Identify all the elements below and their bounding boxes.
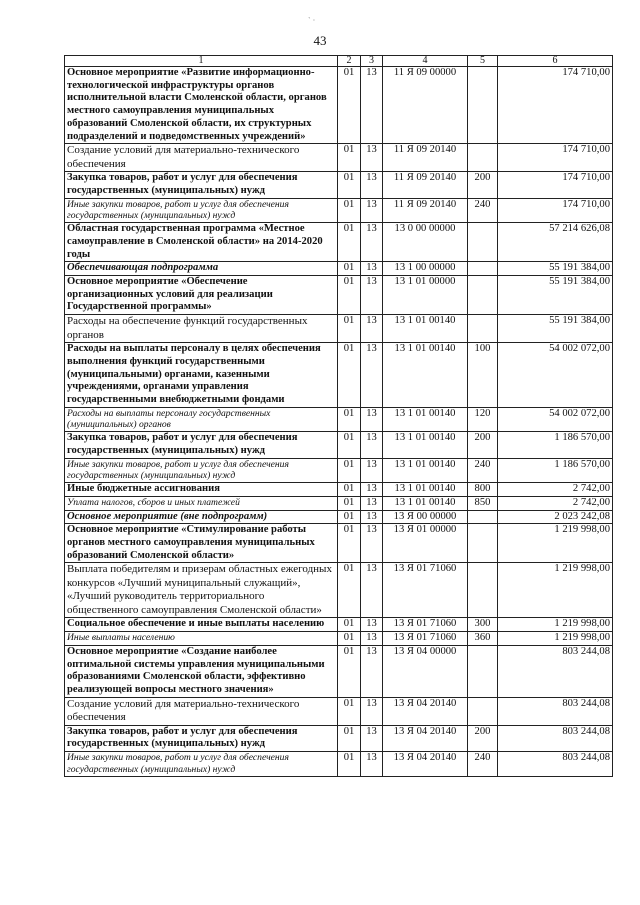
section-code-cell: 01 bbox=[338, 563, 361, 618]
row-name-cell: Расходы на обеспечение функций государственных органов bbox=[65, 315, 338, 343]
target-article-cell: 13 1 01 00140 bbox=[383, 483, 468, 497]
subsection-code-cell: 13 bbox=[361, 563, 383, 618]
row-name-cell: Создание условий для материально-технического обеспечения bbox=[65, 144, 338, 172]
amount-cell: 2 742,00 bbox=[498, 496, 613, 510]
subsection-code-cell: 13 bbox=[361, 496, 383, 510]
target-article-cell: 13 1 01 00140 bbox=[383, 432, 468, 458]
section-code-cell: 01 bbox=[338, 198, 361, 223]
target-article-cell: 13 1 01 00140 bbox=[383, 315, 468, 343]
page-number: 43 bbox=[313, 33, 327, 48]
amount-cell: 2 742,00 bbox=[498, 483, 613, 497]
amount-cell: 1 219 998,00 bbox=[498, 632, 613, 646]
row-name-cell: Обеспечивающая подпрограмма bbox=[65, 262, 338, 276]
amount-cell: 1 219 998,00 bbox=[498, 524, 613, 563]
target-article-cell: 13 Я 04 20140 bbox=[383, 697, 468, 725]
table-row bbox=[65, 67, 613, 144]
amount-cell: 54 002 072,00 bbox=[498, 407, 613, 432]
table-row bbox=[65, 645, 613, 697]
expense-type-cell: 240 bbox=[468, 198, 498, 223]
section-code-cell: 01 bbox=[338, 276, 361, 315]
target-article-cell: 13 Я 01 71060 bbox=[383, 618, 468, 632]
target-article-cell: 11 Я 09 20140 bbox=[383, 198, 468, 223]
table-row bbox=[65, 496, 613, 510]
column-header: 2 bbox=[338, 56, 361, 67]
row-name-cell: Расходы на выплаты персоналу в целях обеспечения выполнения функций государственными (муниципальными) органами, казенными учреждениями, органами управления государственными внебюджетными фондами bbox=[65, 343, 338, 408]
amount-cell: 55 191 384,00 bbox=[498, 276, 613, 315]
expense-type-cell: 240 bbox=[468, 458, 498, 483]
section-code-cell: 01 bbox=[338, 632, 361, 646]
target-article-cell: 13 Я 01 71060 bbox=[383, 632, 468, 646]
amount-cell: 55 191 384,00 bbox=[498, 315, 613, 343]
amount-cell: 1 186 570,00 bbox=[498, 432, 613, 458]
expense-type-cell: 200 bbox=[468, 172, 498, 198]
amount-cell: 174 710,00 bbox=[498, 198, 613, 223]
row-name-cell: Иные закупки товаров, работ и услуг для обеспечения государственных (муниципальных) нужд bbox=[65, 198, 338, 223]
section-code-cell: 01 bbox=[338, 618, 361, 632]
amount-cell: 54 002 072,00 bbox=[498, 343, 613, 408]
subsection-code-cell: 13 bbox=[361, 407, 383, 432]
subsection-code-cell: 13 bbox=[361, 315, 383, 343]
amount-cell: 1 219 998,00 bbox=[498, 618, 613, 632]
expense-type-cell bbox=[468, 276, 498, 315]
subsection-code-cell: 13 bbox=[361, 752, 383, 777]
amount-cell: 174 710,00 bbox=[498, 67, 613, 144]
row-name-cell: Уплата налогов, сборов и иных платежей bbox=[65, 496, 338, 510]
row-name-cell: Основное мероприятие «Создание наиболее оптимальной системы управления муниципальными образованиями Смоленской области, эффективно реализующей вопросы местного значения» bbox=[65, 645, 338, 697]
column-header: 1 bbox=[65, 56, 338, 67]
row-name-cell: Основное мероприятие «Стимулирование работы органов местного самоуправления муниципальных образований Смоленской области» bbox=[65, 524, 338, 563]
table-row bbox=[65, 223, 613, 262]
expense-type-cell: 850 bbox=[468, 496, 498, 510]
expense-type-cell: 800 bbox=[468, 483, 498, 497]
subsection-code-cell: 13 bbox=[361, 510, 383, 524]
section-code-cell: 01 bbox=[338, 524, 361, 563]
expense-type-cell: 120 bbox=[468, 407, 498, 432]
subsection-code-cell: 13 bbox=[361, 725, 383, 751]
subsection-code-cell: 13 bbox=[361, 144, 383, 172]
section-code-cell: 01 bbox=[338, 752, 361, 777]
subsection-code-cell: 13 bbox=[361, 483, 383, 497]
row-name-cell: Иные закупки товаров, работ и услуг для обеспечения государственных (муниципальных) нужд bbox=[65, 458, 338, 483]
table-row bbox=[65, 144, 613, 172]
column-header: 3 bbox=[361, 56, 383, 67]
table-row bbox=[65, 315, 613, 343]
row-name-cell: Расходы на выплаты персоналу государственных (муниципальных) органов bbox=[65, 407, 338, 432]
row-name-cell: Основное мероприятие «Развитие информационно-технологической инфраструктуры органов исполнительной власти Смоленской области, органов местного самоуправления муниципальных образований Смоленской области, их структурных подразделений и подведомственных учреждений» bbox=[65, 67, 338, 144]
section-code-cell: 01 bbox=[338, 144, 361, 172]
row-name-cell: Закупка товаров, работ и услуг для обеспечения государственных (муниципальных) нужд bbox=[65, 172, 338, 198]
section-code-cell: 01 bbox=[338, 496, 361, 510]
target-article-cell: 13 1 01 00140 bbox=[383, 407, 468, 432]
subsection-code-cell: 13 bbox=[361, 645, 383, 697]
target-article-cell: 11 Я 09 00000 bbox=[383, 67, 468, 144]
subsection-code-cell: 13 bbox=[361, 458, 383, 483]
expense-type-cell bbox=[468, 223, 498, 262]
target-article-cell: 13 1 00 00000 bbox=[383, 262, 468, 276]
target-article-cell: 13 Я 04 00000 bbox=[383, 645, 468, 697]
amount-cell: 803 244,08 bbox=[498, 697, 613, 725]
table-row bbox=[65, 618, 613, 632]
subsection-code-cell: 13 bbox=[361, 632, 383, 646]
section-code-cell: 01 bbox=[338, 223, 361, 262]
amount-cell: 174 710,00 bbox=[498, 172, 613, 198]
expense-type-cell: 200 bbox=[468, 725, 498, 751]
target-article-cell: 13 1 01 00140 bbox=[383, 458, 468, 483]
section-code-cell: 01 bbox=[338, 483, 361, 497]
section-code-cell: 01 bbox=[338, 458, 361, 483]
subsection-code-cell: 13 bbox=[361, 223, 383, 262]
expense-type-cell bbox=[468, 67, 498, 144]
subsection-code-cell: 13 bbox=[361, 618, 383, 632]
target-article-cell: 13 Я 04 20140 bbox=[383, 752, 468, 777]
target-article-cell: 13 1 01 00000 bbox=[383, 276, 468, 315]
row-name-cell: Иные закупки товаров, работ и услуг для обеспечения государственных (муниципальных) нужд bbox=[65, 752, 338, 777]
table-row bbox=[65, 172, 613, 198]
table-row bbox=[65, 458, 613, 483]
section-code-cell: 01 bbox=[338, 67, 361, 144]
expense-type-cell bbox=[468, 144, 498, 172]
table-row bbox=[65, 697, 613, 725]
expense-type-cell: 360 bbox=[468, 632, 498, 646]
section-code-cell: 01 bbox=[338, 697, 361, 725]
table-row bbox=[65, 524, 613, 563]
amount-cell: 1 186 570,00 bbox=[498, 458, 613, 483]
table-row bbox=[65, 483, 613, 497]
subsection-code-cell: 13 bbox=[361, 67, 383, 144]
subsection-code-cell: 13 bbox=[361, 172, 383, 198]
table-row bbox=[65, 276, 613, 315]
row-name-cell: Социальное обеспечение и иные выплаты населению bbox=[65, 618, 338, 632]
subsection-code-cell: 13 bbox=[361, 524, 383, 563]
amount-cell: 803 244,08 bbox=[498, 645, 613, 697]
table-row bbox=[65, 563, 613, 618]
column-header: 4 bbox=[383, 56, 468, 67]
target-article-cell: 11 Я 09 20140 bbox=[383, 144, 468, 172]
expense-type-cell: 240 bbox=[468, 752, 498, 777]
column-header: 6 bbox=[498, 56, 613, 67]
target-article-cell: 13 Я 04 20140 bbox=[383, 725, 468, 751]
target-article-cell: 13 Я 01 00000 bbox=[383, 524, 468, 563]
table-row bbox=[65, 198, 613, 223]
row-name-cell: Закупка товаров, работ и услуг для обеспечения государственных (муниципальных) нужд bbox=[65, 725, 338, 751]
section-code-cell: 01 bbox=[338, 315, 361, 343]
expense-type-cell: 200 bbox=[468, 432, 498, 458]
budget-table bbox=[64, 55, 613, 777]
subsection-code-cell: 13 bbox=[361, 343, 383, 408]
section-code-cell: 01 bbox=[338, 432, 361, 458]
amount-cell: 57 214 626,08 bbox=[498, 223, 613, 262]
section-code-cell: 01 bbox=[338, 645, 361, 697]
expense-type-cell bbox=[468, 563, 498, 618]
table-row bbox=[65, 262, 613, 276]
amount-cell: 174 710,00 bbox=[498, 144, 613, 172]
section-code-cell: 01 bbox=[338, 510, 361, 524]
target-article-cell: 13 Я 00 00000 bbox=[383, 510, 468, 524]
table-row bbox=[65, 432, 613, 458]
table-row bbox=[65, 725, 613, 751]
expense-type-cell bbox=[468, 510, 498, 524]
amount-cell: 803 244,08 bbox=[498, 752, 613, 777]
expense-type-cell bbox=[468, 315, 498, 343]
subsection-code-cell: 13 bbox=[361, 432, 383, 458]
target-article-cell: 13 1 01 00140 bbox=[383, 496, 468, 510]
row-name-cell: Основное мероприятие (вне подпрограмм) bbox=[65, 510, 338, 524]
table-row bbox=[65, 632, 613, 646]
row-name-cell: Иные бюджетные ассигнования bbox=[65, 483, 338, 497]
amount-cell: 1 219 998,00 bbox=[498, 563, 613, 618]
section-code-cell: 01 bbox=[338, 262, 361, 276]
table-row bbox=[65, 510, 613, 524]
table-body bbox=[65, 67, 613, 777]
column-header: 5 bbox=[468, 56, 498, 67]
subsection-code-cell: 13 bbox=[361, 276, 383, 315]
expense-type-cell bbox=[468, 645, 498, 697]
row-name-cell: Основное мероприятие «Обеспечение организационных условий для реализации Государственной программы» bbox=[65, 276, 338, 315]
section-code-cell: 01 bbox=[338, 725, 361, 751]
target-article-cell: 11 Я 09 20140 bbox=[383, 172, 468, 198]
section-code-cell: 01 bbox=[338, 172, 361, 198]
amount-cell: 803 244,08 bbox=[498, 725, 613, 751]
section-code-cell: 01 bbox=[338, 407, 361, 432]
row-name-cell: Иные выплаты населению bbox=[65, 632, 338, 646]
target-article-cell: 13 Я 01 71060 bbox=[383, 563, 468, 618]
row-name-cell: Выплата победителям и призерам областных ежегодных конкурсов «Лучший муниципальный служащий», «Лучший руководитель территориального общественного самоуправления Смоленской области» bbox=[65, 563, 338, 618]
subsection-code-cell: 13 bbox=[361, 697, 383, 725]
header-row bbox=[65, 56, 613, 67]
subsection-code-cell: 13 bbox=[361, 262, 383, 276]
expense-type-cell bbox=[468, 262, 498, 276]
scan-mark: ` · bbox=[308, 16, 316, 25]
target-article-cell: 13 1 01 00140 bbox=[383, 343, 468, 408]
expense-type-cell bbox=[468, 524, 498, 563]
row-name-cell: Областная государственная программа «Местное самоуправление в Смоленской области» на 2014-2020 годы bbox=[65, 223, 338, 262]
expense-type-cell: 100 bbox=[468, 343, 498, 408]
table-row bbox=[65, 407, 613, 432]
amount-cell: 2 023 242,08 bbox=[498, 510, 613, 524]
target-article-cell: 13 0 00 00000 bbox=[383, 223, 468, 262]
table-row bbox=[65, 752, 613, 777]
expense-type-cell: 300 bbox=[468, 618, 498, 632]
row-name-cell: Создание условий для материально-технического обеспечения bbox=[65, 697, 338, 725]
expense-type-cell bbox=[468, 697, 498, 725]
amount-cell: 55 191 384,00 bbox=[498, 262, 613, 276]
table-row bbox=[65, 343, 613, 408]
subsection-code-cell: 13 bbox=[361, 198, 383, 223]
row-name-cell: Закупка товаров, работ и услуг для обеспечения государственных (муниципальных) нужд bbox=[65, 432, 338, 458]
section-code-cell: 01 bbox=[338, 343, 361, 408]
